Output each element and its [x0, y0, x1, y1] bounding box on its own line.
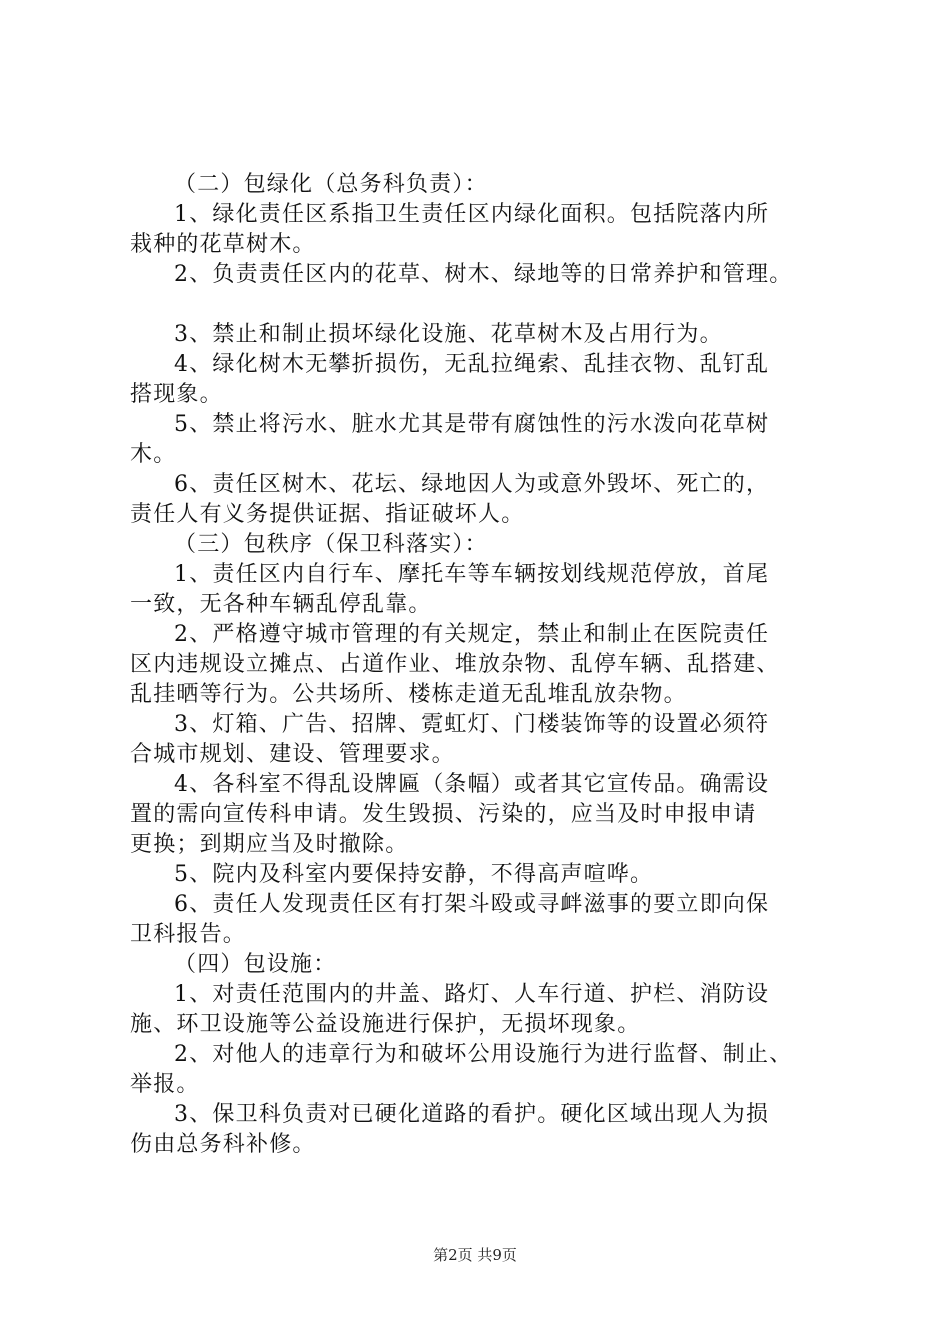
- paragraph-line: 合城市规划、建设、管理要求。: [130, 742, 455, 767]
- paragraph-line: 5、院内及科室内要保持安静，不得高声喧哗。: [174, 862, 654, 887]
- paragraph-line: 置的需向宣传科申请。发生毁损、污染的，应当及时申报申请: [130, 802, 757, 827]
- document-body: [130, 170, 850, 1160]
- paragraph-line: 3、灯箱、广告、招牌、霓虹灯、门楼装饰等的设置必须符: [174, 712, 770, 737]
- section-heading-greening: （二）包绿化（总务科负责）：: [174, 172, 488, 197]
- paragraph-line: 搭现象。: [130, 382, 223, 407]
- paragraph-line: 举报。: [130, 1072, 200, 1097]
- paragraph-line: 更换；到期应当及时撤除。: [130, 832, 409, 857]
- paragraph-line: 4、各科室不得乱设牌匾（条幅）或者其它宣传品。确需设: [174, 772, 770, 797]
- paragraph-line: 1、对责任范围内的井盖、路灯、人车行道、护栏、消防设: [174, 982, 770, 1007]
- blank-line: [130, 290, 850, 320]
- paragraph-line: 区内违规设立摊点、占道作业、堆放杂物、乱停车辆、乱搭建、: [130, 652, 780, 677]
- paragraph-line: 卫科报告。: [130, 922, 247, 947]
- section-heading-facilities: （四）包设施：: [174, 952, 337, 977]
- paragraph-line: 伤由总务科补修。: [130, 1132, 316, 1157]
- paragraph-line: 6、责任人发现责任区有打架斗殴或寻衅滋事的要立即向保: [174, 892, 770, 917]
- paragraph-line: 栽种的花草树木。: [130, 232, 316, 257]
- paragraph-line: 6、责任区树木、花坛、绿地因人为或意外毁坏、死亡的，: [174, 472, 770, 497]
- paragraph-line: 施、环卫设施等公益设施进行保护，无损坏现象。: [130, 1012, 641, 1037]
- paragraph-line: 责任人有义务提供证据、指证破坏人。: [130, 502, 525, 527]
- paragraph-line: 5、禁止将污水、脏水尤其是带有腐蚀性的污水泼向花草树: [174, 412, 770, 437]
- paragraph-line: 1、绿化责任区系指卫生责任区内绿化面积。包括院落内所: [174, 202, 770, 227]
- paragraph-line: 2、负责责任区内的花草、树木、绿地等的日常养护和管理。: [174, 262, 793, 287]
- paragraph-line: 4、绿化树木无攀折损伤，无乱拉绳索、乱挂衣物、乱钉乱: [174, 352, 770, 377]
- paragraph-line: 乱挂晒等行为。公共场所、楼栋走道无乱堆乱放杂物。: [130, 682, 687, 707]
- paragraph-line: 2、对他人的违章行为和破坏公用设施行为进行监督、制止、: [174, 1042, 793, 1067]
- paragraph-line: 3、禁止和制止损坏绿化设施、花草树木及占用行为。: [174, 322, 723, 347]
- paragraph-line: 一致，无各种车辆乱停乱靠。: [130, 592, 432, 617]
- paragraph-line: 3、保卫科负责对已硬化道路的看护。硬化区域出现人为损: [174, 1102, 770, 1127]
- section-heading-order: （三）包秩序（保卫科落实）：: [174, 532, 488, 557]
- paragraph-line: 木。: [130, 442, 177, 467]
- page-number-footer: 第2页 共9页: [433, 1246, 517, 1264]
- paragraph-line: 2、严格遵守城市管理的有关规定，禁止和制止在医院责任: [174, 622, 770, 647]
- paragraph-line: 1、责任区内自行车、摩托车等车辆按划线规范停放，首尾: [174, 562, 770, 587]
